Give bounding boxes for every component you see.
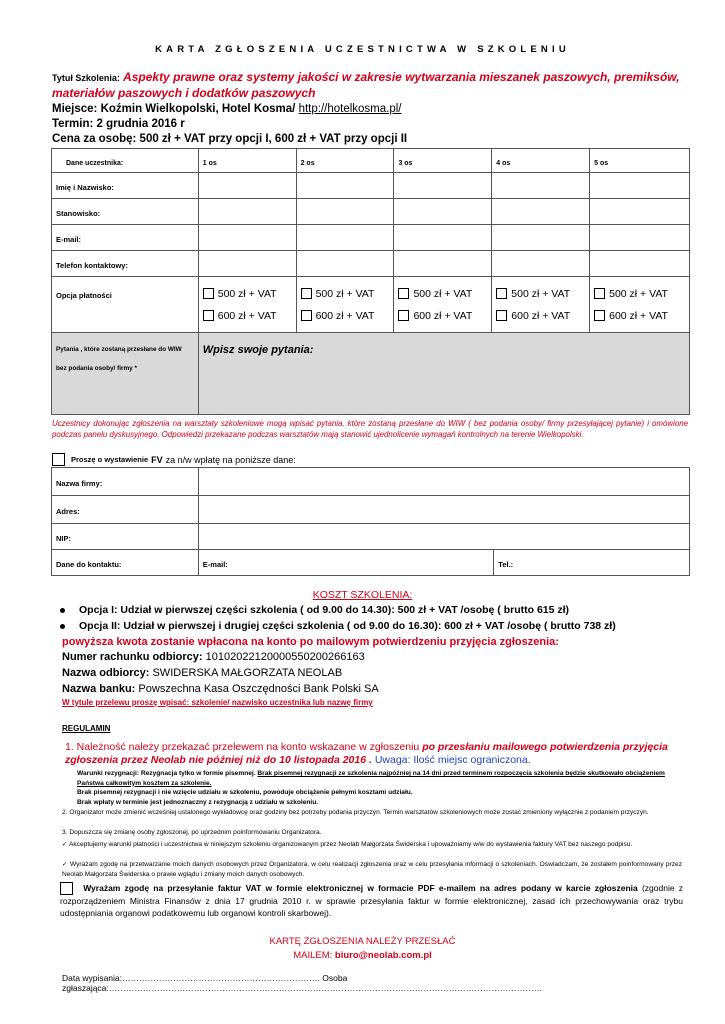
cost-option-2: Opcja II: Udział w pierwszej i drugiej części szkolenia ( od 9.00 do 16.30): 600 zł + VAT /osobę ( brutto 738 zł)	[60, 620, 616, 632]
questions-label: Pytania , które zostaną przesłane do WIW bez podania osoby/ firmy *	[56, 346, 182, 372]
send-line-1: KARTĘ ZGŁOSZENIA NALEŻY PRZESŁAĆ	[269, 936, 456, 947]
course-title-block	[52, 70, 682, 102]
fv-label: FV	[151, 454, 163, 465]
questions-field[interactable]	[198, 333, 689, 415]
position-field[interactable]	[296, 199, 394, 225]
person-field[interactable]: Osoba zgłaszająca:………………………………………………………………………………………………………………………………………	[62, 973, 543, 993]
company-label: Nazwa firmy:	[52, 468, 199, 496]
rules-item-2: 2. Organizator może zmienić wcześniej ustalonego wykładowcę oraz godziny bez potrzeby podania przyczyn. Termin warsztatów szkoleniowych może zostać zmieniony wyłącznie z podaniem przyczyn.	[62, 809, 649, 816]
transfer-note: powyższa kwota zostanie wpłacona na konto po mailowym potwierdzeniu przyjęcia zgłoszenia:	[62, 636, 559, 648]
email-field[interactable]	[198, 225, 296, 251]
questions-placeholder: Wpisz swoje pytania:	[202, 344, 314, 356]
address-field[interactable]	[198, 496, 689, 524]
bank-line: Nazwa banku: Powszechna Kasa Oszczędności Bank Polski SA	[62, 683, 379, 695]
resignation-block	[77, 769, 682, 807]
checkbox-icon[interactable]	[398, 288, 409, 299]
col-5-header: 5 os	[590, 149, 690, 173]
account-line: Numer rachunku odbiorcy: 10102022120000550200266163	[62, 651, 365, 663]
email-field[interactable]	[394, 225, 492, 251]
col-3-header: 3 os	[394, 149, 492, 173]
bullet-icon	[60, 624, 65, 629]
course-price: Cena za osobę: 500 zł + VAT przy opcji I, 600 zł + VAT przy opcji II	[52, 133, 408, 145]
checkbox-icon[interactable]	[301, 310, 312, 321]
participant-header: Dane uczestnika:	[66, 159, 124, 167]
recipient-line: Nazwa odbiorcy: SWIDERSKA MAŁGORZATA NEOLAB	[62, 667, 343, 679]
payment-options-4	[492, 277, 590, 333]
option-500-checkbox[interactable]: 500 zł + VAT	[594, 283, 685, 305]
resignation-2: Brak pisemnej rezygnacji i nie wzięcie udziału w szkoleniu, powoduje obciążenie pełnymi kosztami udziału.	[77, 789, 413, 796]
account-number: 10102022120000550200266163	[205, 651, 365, 663]
questions-label-cell	[52, 333, 199, 415]
course-title-label: Tytuł Szkolenia:	[52, 73, 120, 83]
col-1-header: 1 os	[198, 149, 296, 173]
position-field[interactable]	[394, 199, 492, 225]
email-link[interactable]: biuro@neolab.com.pl	[334, 950, 432, 961]
option-600-checkbox[interactable]: 600 zł + VAT	[301, 305, 390, 327]
questions-note: Uczestnicy dokonując zgłoszenia na warsztaty szkoleniowe mogą wpisać pytania, które zostaną przesłane do WIW ( bez podania osoby/ firmy przesyłającej pytanie) i omówione podczas panelu dyskusyjnego. Odpowiedzi przekazane podczas warsztatów mają stanowić ujednolicenie wymagań kontrolnych na terenie Wielkopolski.	[52, 419, 688, 439]
contact-label: Dane do kontaktu:	[52, 550, 199, 576]
name-field[interactable]	[394, 173, 492, 199]
course-place	[52, 102, 402, 117]
invoice-table	[51, 467, 690, 576]
col-2-header: 2 os	[296, 149, 394, 173]
phone-field[interactable]	[394, 251, 492, 277]
phone-field[interactable]	[198, 251, 296, 277]
option-500-checkbox[interactable]: 500 zł + VAT	[496, 283, 585, 305]
page-title: KARTA ZGŁOSZENIA UCZESTNICTWA W SZKOLENIU	[155, 44, 570, 55]
option-600-checkbox[interactable]: 600 zł + VAT	[594, 305, 685, 327]
bullet-icon	[60, 608, 65, 613]
email-field[interactable]	[492, 225, 590, 251]
phone-field[interactable]	[590, 251, 690, 277]
contact-tel-field[interactable]	[494, 550, 690, 576]
contact-email-field[interactable]	[198, 550, 494, 576]
cost-option-1: Opcja I: Udział w pierwszej części szkolenia ( od 9.00 do 14.30): 500 zł + VAT /osobę ( brutto 615 zł)	[60, 604, 569, 616]
option-600-checkbox[interactable]: 600 zł + VAT	[203, 305, 292, 327]
participants-table	[51, 148, 690, 415]
option-600-checkbox[interactable]: 600 zł + VAT	[496, 305, 585, 327]
date-field[interactable]: Data wypisania:…………………………………………………………….	[62, 973, 320, 983]
invoice-request-label: Proszę o wystawienie	[71, 455, 149, 464]
option-500-checkbox[interactable]: 500 zł + VAT	[301, 283, 390, 305]
payment-options-2	[296, 277, 394, 333]
option-500-checkbox[interactable]: 500 zł + VAT	[398, 283, 487, 305]
position-field[interactable]	[590, 199, 690, 225]
payment-options-3	[394, 277, 492, 333]
course-place-text: Miejsce: Koźmin Wielkopolski, Hotel Kosma/	[52, 103, 296, 115]
checkbox-icon[interactable]	[398, 310, 409, 321]
rules-item-5: ✓ Wyrażam zgodę na przetwarzanie moich danych osobowych przez Organizatora, w celu realizacji zgłoszenia oraz w celu przesyłania informacji o szkoleniach. Oświadczam, że zostałem poinformowany przez Neolab Małgorzata Świderska o prawie wglądu i zmiany moich danych osobowych.	[62, 861, 682, 878]
position-field[interactable]	[492, 199, 590, 225]
email-field[interactable]	[590, 225, 690, 251]
name-field[interactable]	[198, 173, 296, 199]
checkbox-icon[interactable]	[496, 310, 507, 321]
rules-item-4: ✓ Akceptujemy warunki płatności i uczestnictwa w niniejszym szkoleniu organizowanym przez Neolab Małgorzata Świderska i upoważniamy w/w do wystawienia faktury VAT bez naszego podpisu.	[62, 841, 633, 848]
course-title: Aspekty prawne oraz systemy jakości w zakresie wytwarzania mieszanek paszowych, premiksów, materiałów paszowych i dodatków paszowych	[52, 70, 680, 100]
email-field[interactable]	[296, 225, 394, 251]
payment-options-5	[590, 277, 690, 333]
bank-name: Powszechna Kasa Oszczędności Bank Polski SA	[138, 683, 379, 695]
name-field[interactable]	[590, 173, 690, 199]
rules-heading: REGULAMIN	[62, 724, 111, 733]
hotel-link[interactable]: http://hotelkosma.pl/	[298, 103, 402, 115]
payment-options-1	[198, 277, 296, 333]
course-date: Termin: 2 grudnia 2016 r	[52, 118, 185, 130]
name-field[interactable]	[296, 173, 394, 199]
invoice-checkbox[interactable]	[52, 453, 65, 466]
checkbox-icon[interactable]	[301, 288, 312, 299]
checkbox-icon[interactable]	[594, 310, 605, 321]
checkbox-icon[interactable]	[496, 288, 507, 299]
option-600-checkbox[interactable]: 600 zł + VAT	[398, 305, 487, 327]
address-label: Adres:	[52, 496, 199, 524]
checkbox-icon[interactable]	[203, 288, 214, 299]
contact-tel-label: Tel.:	[498, 559, 514, 569]
phone-row-label: Telefon kontaktowy:	[52, 251, 199, 277]
transfer-title: W tytule przelewu proszę wpisać: szkolenie/ nazwisko uczestnika lub nazwę firmy	[62, 698, 373, 707]
recipient-name: SWIDERSKA MAŁGORZATA NEOLAB	[152, 667, 343, 679]
cost-heading: KOSZT SZKOLENIA:	[312, 589, 413, 601]
name-field[interactable]	[492, 173, 590, 199]
company-field[interactable]	[198, 468, 689, 496]
consent-checkbox[interactable]	[60, 882, 73, 895]
phone-field[interactable]	[296, 251, 394, 277]
option-500-checkbox[interactable]: 500 zł + VAT	[203, 283, 292, 305]
resignation-3: Brak wpłaty w terminie jest jednoznaczny z rezygnacją z udziału w szkoleniu.	[77, 798, 319, 806]
e-invoice-consent: Wyrażam zgodę na przesyłanie faktur VAT w formie elektronicznej w formacie PDF e-mailem na adres podany w karcie zgłoszenia (zgodnie z rozporządzeniem Ministra Finansów z dnia 17 grudnia 2010 r. w sprawie przesyłania faktur w formie elektronicznej, zasad ich przechowywania oraz trybu udostępniania organowi podatkowemu lub organowi kontroli skarbowej).	[60, 883, 683, 919]
col-4-header: 4 os	[492, 149, 590, 173]
rules-item-1: 1. Należność należy przekazać przelewem na konto wskazane w zgłoszeniu po przesłaniu mailowego potwierdzenia przyjęcia zgłoszenia przez Neolab nie później niż do 10 listopada 2016 . Uwaga: Ilość miejsc ograniczona.	[65, 741, 668, 766]
resignation-terms: Warunki rezygnacji: Rezygnacja tylko w formie pisemnej. Brak pisemnej rezygnacji ze szkolenia najpóźniej na 14 dni przed terminem rozpoczęcia szkolenia będzie skutkowało obciążeniem Państwa całkowitym kosztem za szkolenie.	[77, 770, 665, 787]
checkbox-icon[interactable]	[203, 310, 214, 321]
send-instructions	[0, 935, 725, 963]
invoice-request-rest: za n/w wpłatę na poniższe dane:	[165, 454, 296, 465]
invoice-request	[52, 453, 296, 466]
signature-line	[62, 973, 725, 993]
nip-label: NIP:	[52, 524, 199, 550]
rules-item-3: 3. Dopuszcza się zmianę osoby zgłoszonej, po uprzednim poinformowaniu Organizatora.	[62, 829, 322, 836]
name-row-label: Imię i Nazwisko:	[52, 173, 199, 199]
send-line-2: MAILEM: biuro@neolab.com.pl	[293, 950, 432, 961]
checkbox-icon[interactable]	[594, 288, 605, 299]
participant-header-cell	[52, 149, 199, 173]
payment-row-label: Opcja płatności	[52, 277, 199, 333]
nip-field[interactable]	[198, 524, 689, 550]
contact-email-label: E-mail:	[202, 559, 228, 569]
position-row-label: Stanowisko:	[52, 199, 199, 225]
phone-field[interactable]	[492, 251, 590, 277]
email-row-label: E-mail:	[52, 225, 199, 251]
position-field[interactable]	[198, 199, 296, 225]
